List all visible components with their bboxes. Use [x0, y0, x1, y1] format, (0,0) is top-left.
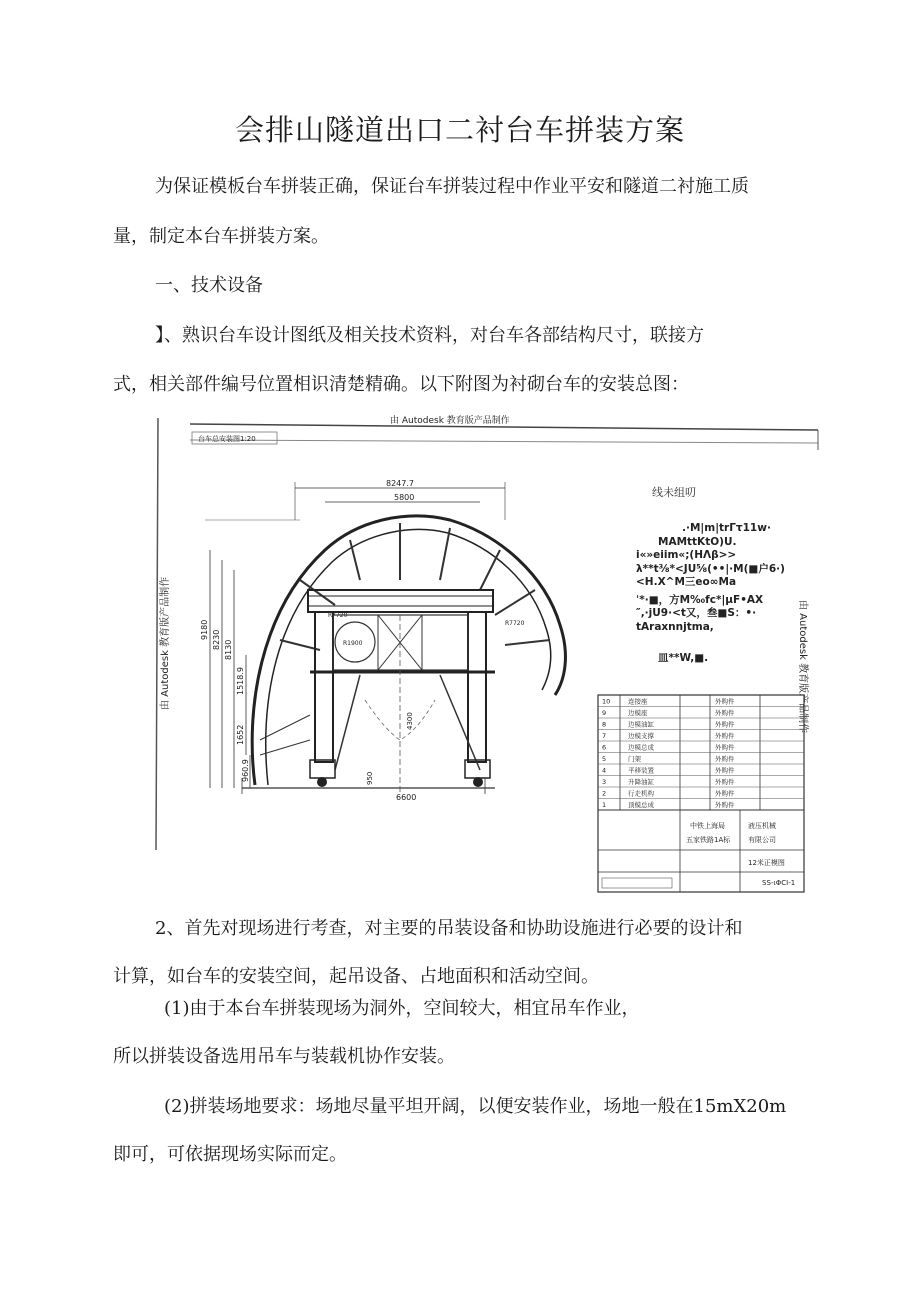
table-cell-note: 外购件	[715, 766, 735, 775]
dim-left-4: 1518.9	[236, 667, 245, 695]
table-cell-name: 门架	[628, 755, 641, 763]
item-1-line-1: 】、熟识台车设计图纸及相关技术资料，对台车各部结构尺寸，联接方	[155, 325, 704, 346]
table-cell-name: 升降油缸	[628, 778, 654, 786]
table-cell-name: 边模总成	[628, 743, 654, 752]
table-cell-no: 10	[602, 697, 611, 706]
dim-left-6: 960.9	[241, 759, 250, 782]
rib-label-left: R7720	[328, 612, 348, 619]
item-2-line-1: 2、首先对现场进行考查，对主要的吊装设备和协助设施进行必要的设计和	[155, 918, 743, 939]
table-cell-note: 外购件	[715, 697, 735, 706]
dim-top-1: 8247.7	[386, 479, 414, 488]
table-cell-no: 5	[602, 755, 607, 763]
tb-client-1: 中铁上海局	[690, 822, 725, 830]
table-cell-note: 外购件	[715, 801, 735, 809]
sub-1-line-2: 所以拼装设备选用吊车与装载机协作安装。	[113, 1046, 455, 1067]
frame-label: 台车总安装图1:20	[198, 435, 256, 443]
table-cell-note: 外购件	[715, 720, 735, 729]
table-cell-note: 外购件	[715, 743, 735, 752]
dim-bottom: 6600	[396, 793, 417, 802]
table-cell-no: 2	[602, 789, 607, 798]
item-1-line-2: 式，相关部件编号位置相识清楚精确。以下附图为衬砌台车的安装总图：	[113, 374, 689, 395]
note-line: i«»eiim«;(HΛβ>>	[636, 549, 737, 561]
table-cell-no: 6	[602, 743, 607, 752]
drawing-notes	[620, 522, 810, 666]
sub-1-line-1: (1)由于本台车拼装现场为洞外，空间较大，相宜吊车作业，	[164, 998, 640, 1019]
document-title: 会排山隧道出口二衬台车拼装方案	[234, 113, 685, 147]
table-cell-name: 顶模总成	[628, 801, 654, 809]
table-cell-no: 1	[602, 801, 607, 809]
dim-left-1: 9180	[200, 619, 209, 640]
table-cell-name: 边模座	[628, 709, 648, 717]
sub-2-line-1: (2)拼装场地要求：场地尽量平坦开阔，以便安装作业，场地一般在15mX20m	[164, 1096, 787, 1117]
note-line: ″,·jU9·<t又，叁■S：•·	[636, 607, 757, 619]
rib-label-right: R7720	[505, 620, 525, 627]
parts-table	[598, 695, 804, 892]
intro-line-2: 量，制定本台车拼装方案。	[113, 226, 329, 247]
table-cell-no: 9	[602, 709, 607, 717]
note-line: ˈ*·■，方M%₀fc*|μF•AX	[636, 593, 764, 606]
tb-sheet: 12米正模图	[748, 859, 785, 867]
tb-code: SS-ιΦCI-1	[762, 879, 796, 887]
intro-line-1: 为保证模板台车拼装正确，保证台车拼装过程中作业平安和隧道二衬施工质	[155, 176, 749, 197]
drawing-notes-title: 线未组叨	[652, 486, 696, 499]
watermark-right: 由 Autodesk 教育版产品制作	[797, 600, 808, 734]
tb-client-2: 五家铁路1A标	[686, 836, 731, 844]
table-cell-no: 4	[602, 766, 607, 775]
tb-maker-2: 有限公司	[748, 836, 776, 844]
note-line: .·M|m|trΓτ11w·	[682, 522, 771, 534]
tb-maker-1: 液压机械	[748, 822, 776, 830]
table-cell-note: 外购件	[715, 789, 735, 798]
watermark-left: 由 Autodesk 教育版产品制作	[160, 576, 171, 710]
table-cell-note: 外购件	[715, 732, 735, 740]
dim-left-5: 1652	[236, 724, 245, 745]
table-cell-name: 边模油缸	[628, 720, 654, 729]
dim-low: 950	[366, 771, 374, 785]
table-cell-no: 7	[602, 732, 607, 740]
table-cell-no: 3	[602, 778, 607, 786]
table-cell-name: 连接座	[628, 697, 648, 706]
table-cell-note: 外购件	[715, 778, 735, 786]
table-cell-name: 行走机构	[628, 789, 654, 798]
table-cell-name: 边模支撑	[628, 732, 654, 740]
note-line: λ**t⅜*<JU⅝(••|·M(■户6·)	[636, 562, 785, 575]
watermark-top: 由 Autodesk 教育版产品制作	[390, 416, 510, 426]
table-cell-name: 平移装置	[628, 766, 654, 775]
dim-mid: 4300	[406, 712, 414, 730]
note-line: <H.X^M三eo∞Ma	[636, 576, 737, 588]
item-2-line-2: 计算，如台车的安装空间，起吊设备、占地面积和活动空间。	[113, 966, 599, 987]
table-cell-no: 8	[602, 720, 607, 729]
note-line: 皿**W,■.	[658, 652, 709, 664]
sub-2-line-2: 即可，可依据现场实际而定。	[113, 1144, 347, 1165]
table-cell-note: 外购件	[715, 709, 735, 717]
note-line: MAMttKtO)U.	[658, 535, 737, 548]
dim-left-3: 8130	[224, 639, 233, 660]
dim-left-2: 8230	[212, 629, 221, 650]
table-cell-note: 外购件	[715, 755, 735, 763]
note-line: tAraxnnjtma,	[636, 620, 714, 633]
section-heading-1: 一、技术设备	[155, 275, 263, 296]
dim-top-2: 5800	[394, 493, 415, 502]
circle-label: R1900	[343, 640, 363, 647]
